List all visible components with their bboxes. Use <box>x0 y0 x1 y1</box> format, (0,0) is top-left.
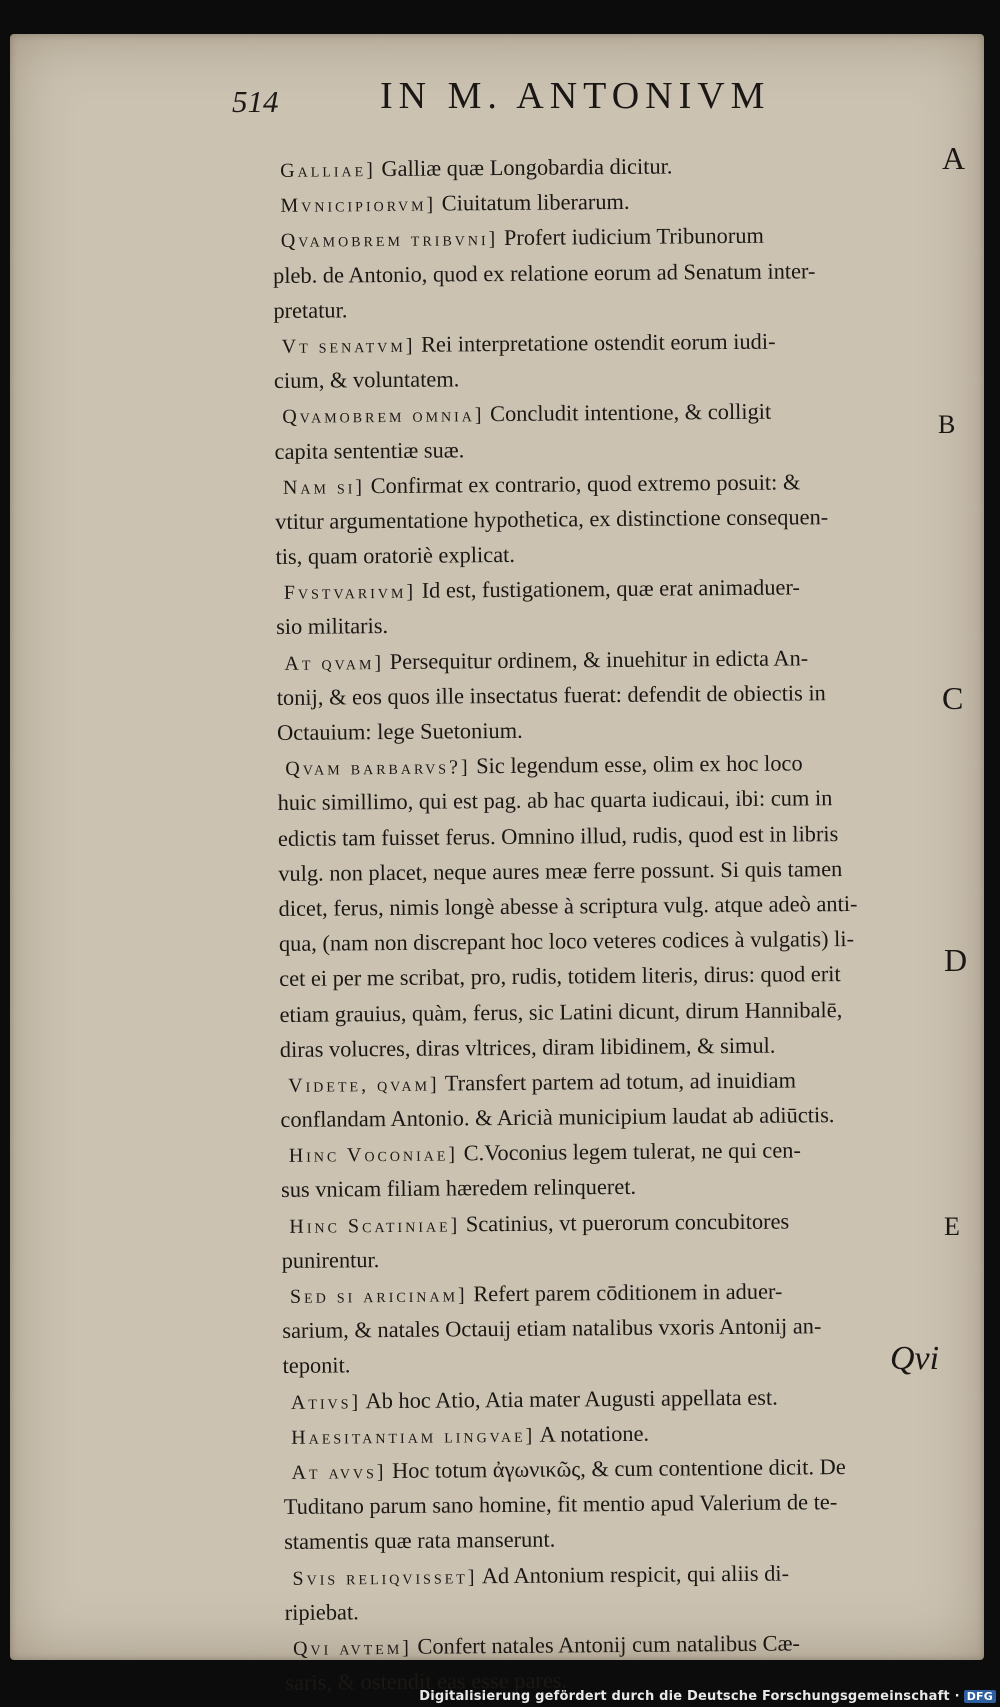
lemma: Mvnicipiorvm] <box>280 193 437 218</box>
text-line <box>279 920 947 961</box>
page-number: 514 <box>232 84 279 119</box>
lemma: Qvamobrem omnia] <box>282 404 485 429</box>
text-line <box>273 287 941 328</box>
line-text: conflandam Antonio. & Aricià municipium laudat ab adiūctis. <box>280 1102 835 1133</box>
line-text: Tuditano parum sano homine, fit mentio apud Valerium de te- <box>283 1489 838 1520</box>
line-text: tis, quam oratoriè explicat. <box>275 541 516 570</box>
line-text: edictis tam fuisset ferus. Omnino illud, rudis, quod est in libris <box>277 820 839 851</box>
lemma: At qvam] <box>284 651 385 675</box>
text-line <box>281 1167 949 1208</box>
text-line <box>272 146 940 187</box>
margin-letter-e: E <box>944 1212 960 1241</box>
lemma: At avvs] <box>291 1460 387 1484</box>
line-text: Refert parem cōditionem in aduer- <box>467 1278 783 1307</box>
text-line <box>277 744 945 785</box>
catchword: Qvi <box>890 1340 940 1377</box>
text-line <box>282 1237 950 1278</box>
text-line <box>274 322 942 363</box>
lemma: Hinc Voconiae] <box>288 1143 459 1168</box>
lemma: Qvam barbarvs?] <box>285 756 471 781</box>
text-line <box>284 1483 952 1524</box>
text-line <box>285 1589 953 1630</box>
text-line <box>275 498 943 539</box>
lemma: Fvstvarivm] <box>283 581 417 605</box>
line-text: huic simillimo, qui est pag. ab hac quarta iudicaui, ibi: cum in <box>277 785 833 816</box>
line-text: Octauium: lege Suetonium. <box>276 717 523 745</box>
text-line <box>275 463 943 504</box>
commentary-text <box>272 146 956 1700</box>
margin-letter-a: A <box>942 140 966 176</box>
line-text: diras volucres, diras vltrices, diram libidinem, & simul. <box>279 1032 776 1062</box>
margin-letter-b: B <box>938 410 956 439</box>
digitization-footer <box>419 1689 996 1704</box>
text-line <box>277 709 945 750</box>
text-line <box>284 1554 952 1595</box>
line-text: Ciuitatum liberarum. <box>436 189 630 216</box>
page-header <box>232 72 822 128</box>
footer-credit: Digitalisierung gefördert durch die Deutsche Forschungsgemeinschaft · <box>419 1689 960 1704</box>
text-line <box>278 815 946 856</box>
text-line <box>280 1061 948 1102</box>
line-text: Confert natales Antonij cum natalibus Cæ- <box>411 1630 801 1659</box>
lemma: Qvamobrem tribvni] <box>280 228 499 253</box>
line-text: saris, & ostendit eas esse pares. <box>285 1667 568 1696</box>
text-line <box>274 357 942 398</box>
line-text: Confirmat ex contrario, quod extremo posuit: & <box>364 469 801 498</box>
line-text: pleb. de Antonio, quod ex relatione eorum ad Senatum inter- <box>272 257 816 288</box>
line-text: Rei interpretatione ostendit eorum iudi- <box>415 328 776 357</box>
margin-letter-d: D <box>944 942 968 978</box>
text-line <box>273 217 941 258</box>
text-line <box>282 1343 950 1384</box>
margin-letter-c: C <box>942 680 964 716</box>
text-line <box>274 428 942 469</box>
line-text: sarium, & natales Octauij etiam natalibus vxoris Antonij an- <box>282 1313 822 1344</box>
text-line <box>274 392 942 433</box>
lemma: Qvi avtem] <box>292 1636 412 1660</box>
running-head: IN M. ANTONIVM <box>380 75 771 117</box>
lemma: Galliae] <box>280 159 376 182</box>
text-line <box>284 1518 952 1559</box>
line-text: Ad Antonium respicit, qui aliis di- <box>477 1560 790 1588</box>
text-line <box>278 885 946 926</box>
line-text: Scatinius, vt puerorum concubitores <box>460 1208 790 1237</box>
line-text: dicet, ferus, nimis longè abesse à scriptura vulg. atque adeò anti- <box>278 890 858 921</box>
line-text: punirentur. <box>281 1246 380 1273</box>
text-line <box>278 780 946 821</box>
line-text: vtitur argumentatione hypothetica, ex distinctione consequen- <box>275 504 829 534</box>
line-text: qua, (nam non discrepant hoc loco veteres codices à vulgatis) li- <box>278 926 855 957</box>
line-text: Hoc totum ἀγωνικῶς, & cum contentione dicit. De <box>386 1453 846 1483</box>
lemma: Vt senatvm] <box>281 334 416 358</box>
text-line <box>280 1096 948 1137</box>
line-text: Transfert partem ad totum, ad inuidiam <box>439 1067 797 1096</box>
text-line <box>277 674 945 715</box>
lemma: Videte, qvam] <box>288 1073 440 1097</box>
text-line <box>283 1413 951 1454</box>
text-line <box>279 955 947 996</box>
text-line <box>276 604 944 645</box>
lemma: Sed si aricinam] <box>289 1284 468 1308</box>
text-line <box>282 1272 950 1313</box>
lemma: Nam si] <box>282 475 366 499</box>
text-line <box>282 1307 950 1348</box>
line-text: C.Voconius legem tulerat, ne qui cen- <box>457 1137 801 1166</box>
line-text: teponit. <box>282 1352 351 1379</box>
line-text: Persequitur ordinem, & inuehitur in edicta An- <box>383 644 809 674</box>
line-text: vulg. non placet, neque aures meæ ferre possunt. Si quis tamen <box>278 855 843 886</box>
line-text: etiam grauius, quàm, ferus, sic Latini dicunt, dirum Hannibalē, <box>279 996 843 1027</box>
text-line <box>275 533 943 574</box>
text-line <box>272 181 940 222</box>
line-text: tonij, & eos quos ille insectatus fuerat: defendit de obiectis in <box>276 680 826 710</box>
text-line <box>283 1448 951 1489</box>
lemma: Svis reliqvisset] <box>292 1565 478 1590</box>
text-line <box>281 1131 949 1172</box>
line-text: Concludit intentione, & colligit <box>484 398 772 427</box>
lemma: Hinc Scatiniae] <box>289 1214 461 1238</box>
line-text: pretatur. <box>273 297 348 323</box>
line-text: Profert iudicium Tribunorum <box>498 223 764 251</box>
text-line <box>276 639 944 680</box>
line-text: capita sententiæ suæ. <box>274 436 465 464</box>
lemma: Ativs] <box>290 1390 362 1414</box>
text-line <box>279 991 947 1032</box>
text-line <box>281 1202 949 1243</box>
line-text: sio militaris. <box>276 613 389 640</box>
line-text: Sic legendum esse, olim ex hoc loco <box>470 750 803 779</box>
line-text: A notatione. <box>535 1420 650 1447</box>
text-line <box>280 1026 948 1067</box>
text-line <box>278 850 946 891</box>
lemma: Haesitantiam lingvae] <box>291 1424 536 1449</box>
text-line <box>285 1624 953 1665</box>
text-line <box>283 1378 951 1419</box>
line-text: stamentis quæ rata manserunt. <box>284 1526 556 1555</box>
text-line <box>276 568 944 609</box>
line-text: Id est, fustigationem, quæ erat animaduer- <box>415 574 800 604</box>
line-text: Ab hoc Atio, Atia mater Augusti appellata est. <box>361 1384 778 1413</box>
dfg-logo-icon: DFG <box>964 1690 996 1703</box>
text-line <box>273 252 941 293</box>
line-text: cium, & voluntatem. <box>273 366 460 394</box>
line-text: ripiebat. <box>284 1598 359 1625</box>
line-text: sus vnicam filiam hæredem relinqueret. <box>280 1174 637 1203</box>
line-text: cet ei per me scribat, pro, rudis, totidem literis, dirus: quod erit <box>279 961 841 992</box>
line-text: Galliæ quæ Longobardia dicitur. <box>375 153 673 182</box>
